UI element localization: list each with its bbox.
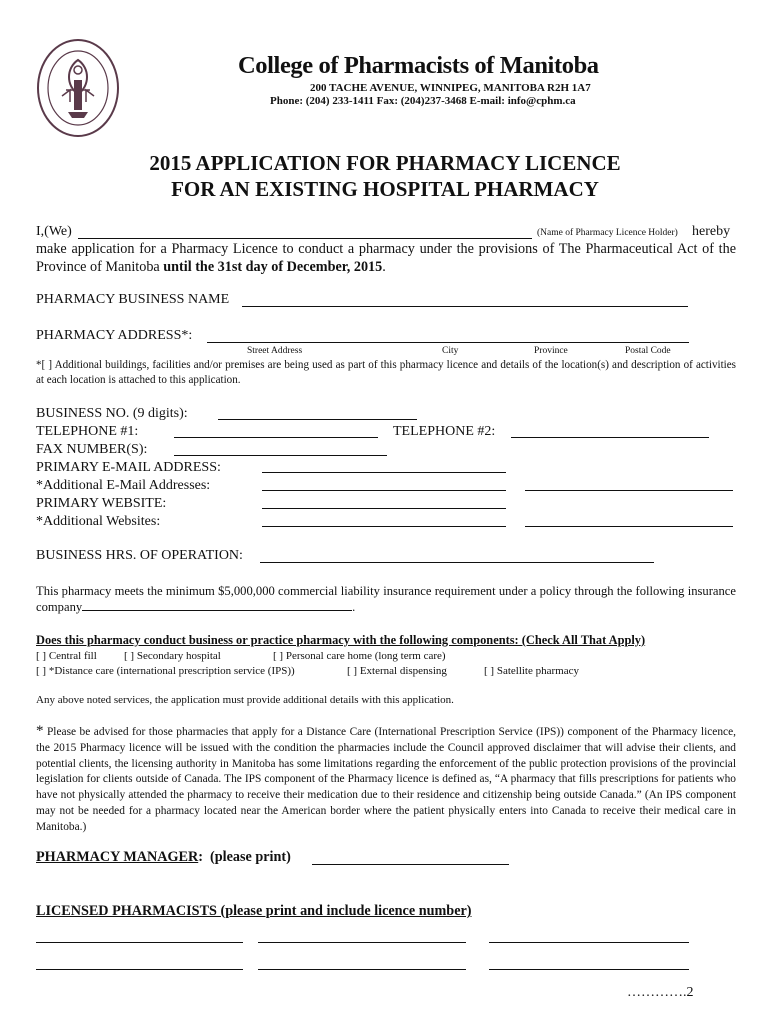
secondary-hospital-checkbox[interactable]: [ ] Secondary hospital [124,650,221,662]
email-label: PRIMARY E-MAIL ADDRESS: [36,460,221,475]
additional-websites-label: *Additional Websites: [36,514,161,529]
business-name-label: PHARMACY BUSINESS NAME [36,292,230,307]
ips-paragraph: * Please be advised for those pharmacies that apply for a Distance Care (International Prescription Service (IPS)) component of the Pharmacy licence, the 2015 Pharmacy licence will be issued with the condition the pharmacies include the Council approved disclaimer that will advise their clients, and potential clients, the licensing authority in Manitoba has some limitations regarding the enforcement of the public protection provisions of the provincial legislation for clients outside of Canada. The IPS component of the Pharmacy licence is defined as, “A pharmacy that fills prescriptions for patients who have not physically attended the pharmacy to receive their medication due to their residence and citizenship being outside Canada.” (An IPS component may not be needed for a pharmacy located near the American border where the patient physically enters into Canada to receive their medical care in Manitoba.) [36,723,736,833]
business-name-field[interactable] [242,306,688,307]
business-number-label: BUSINESS NO. (9 digits): [36,406,188,421]
pharmacist-field[interactable] [36,942,243,943]
email-field[interactable] [262,472,506,473]
intro-paragraph: make application for a Pharmacy Licence to conduct a pharmacy under the provisions of The Pharmaceutical Act of the Province of Manitoba until the 31st day of December, 2015. [36,241,736,275]
external-dispensing-checkbox[interactable]: [ ] External dispensing [347,665,447,677]
business-hours-label: BUSINESS HRS. OF OPERATION: [36,548,243,563]
province-caption: Province [534,346,568,356]
city-caption: City [442,346,459,356]
pharmacy-manager-field[interactable] [312,864,509,865]
pharmacist-field[interactable] [36,969,243,970]
org-contact: Phone: (204) 233-1411 Fax: (204)237-3468 E-mail: info@cphm.ca [270,95,576,107]
fax-label: FAX NUMBER(S): [36,442,148,457]
telephone1-label: TELEPHONE #1: [36,424,139,439]
business-hours-field[interactable] [260,562,654,563]
page-continuation: ………….2 [627,985,694,1000]
additional-website-field-1[interactable] [262,526,506,527]
distance-care-checkbox[interactable]: [ ] *Distance care (international prescription service (IPS)) [36,665,295,677]
licence-holder-name-field[interactable] [78,238,532,239]
additional-email-label: *Additional E-Mail Addresses: [36,478,211,493]
insurance-company-field[interactable] [82,600,352,611]
pharmacy-address-field[interactable] [207,342,689,343]
pharmacy-address-label: PHARMACY ADDRESS*: [36,328,193,343]
website-label: PRIMARY WEBSITE: [36,496,167,511]
additional-premises-note: *[ ] Additional buildings, facilities and/or premises are being used as part of this pharmacy licence and details of the location(s) and description of activities at each location is attached to this application. [36,359,736,386]
pharmacist-field[interactable] [258,969,466,970]
pharmacist-field[interactable] [489,942,689,943]
satellite-pharmacy-checkbox[interactable]: [ ] Satellite pharmacy [484,665,579,677]
street-address-caption: Street Address [247,346,303,356]
intro-hereby: hereby [692,224,731,239]
insurance-paragraph: This pharmacy meets the minimum $5,000,000 commercial liability insurance requirement under a policy through the following insurance company . [36,584,736,614]
pharmacy-manager-label: PHARMACY MANAGER: (please print) [36,849,291,865]
additional-email-field-2[interactable] [525,490,733,491]
postal-code-caption: Postal Code [625,346,671,356]
telephone2-field[interactable] [511,437,709,438]
website-field[interactable] [262,508,506,509]
business-number-field[interactable] [218,419,417,420]
telephone2-label: TELEPHONE #2: [393,424,496,439]
components-heading: Does this pharmacy conduct business or practice pharmacy with the following components: (Check All That Apply) [36,633,646,647]
intro-prefix: I,(We) [36,224,72,239]
additional-email-field-1[interactable] [262,490,506,491]
form-title-line1: 2015 APPLICATION FOR PHARMACY LICENCE [149,151,621,175]
additional-website-field-2[interactable] [525,526,733,527]
licensed-pharmacists-label: LICENSED PHARMACISTS (please print and include licence number) [36,903,472,919]
pharmacist-field[interactable] [258,942,466,943]
components-note: Any above noted services, the application must provide additional details with this application. [36,694,454,706]
org-address: 200 TACHE AVENUE, WINNIPEG, MANITOBA R2H 1A7 [310,82,591,94]
licence-holder-note: (Name of Pharmacy Licence Holder) [537,228,678,238]
telephone1-field[interactable] [174,437,378,438]
fax-field[interactable] [174,455,387,456]
org-name: College of Pharmacists of Manitoba [238,52,599,79]
pharmacist-field[interactable] [489,969,689,970]
personal-care-home-checkbox[interactable]: [ ] Personal care home (long term care) [273,650,446,662]
college-seal-logo [36,38,120,138]
central-fill-checkbox[interactable]: [ ] Central fill [36,650,97,662]
form-title-line2: FOR AN EXISTING HOSPITAL PHARMACY [171,177,599,201]
